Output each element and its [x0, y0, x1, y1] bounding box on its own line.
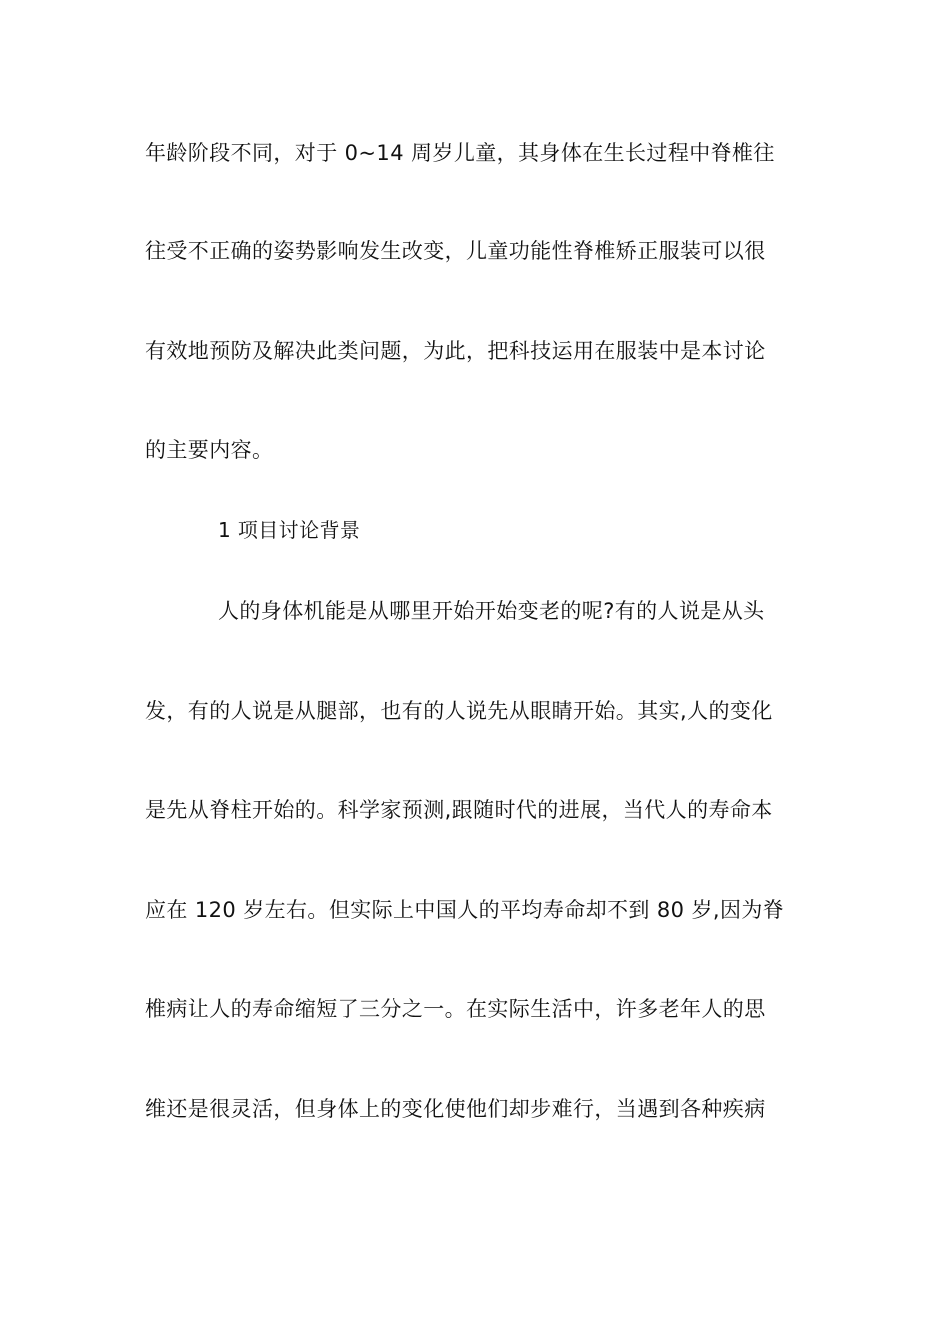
text-line: 是先从脊柱开始的。科学家预测,跟随时代的进展，当代人的寿命本: [145, 798, 773, 822]
section-heading: 1 项目讨论背景: [218, 518, 361, 542]
text-line: 椎病让人的寿命缩短了三分之一。在实际生活中，许多老年人的思: [145, 997, 766, 1021]
text-line: 应在 120 岁左右。但实际上中国人的平均寿命却不到 80 岁,因为脊: [145, 898, 785, 922]
text-line: 维还是很灵活，但身体上的变化使他们却步难行，当遇到各种疾病: [145, 1097, 766, 1121]
text-line: 年龄阶段不同，对于 0~14 周岁儿童，其身体在生长过程中脊椎往: [145, 141, 775, 165]
text-line: 有效地预防及解决此类问题，为此，把科技运用在服装中是本讨论: [145, 339, 766, 363]
text-line: 往受不正确的姿势影响发生改变，儿童功能性脊椎矫正服装可以很: [145, 239, 766, 263]
text-line: 的主要内容。: [145, 438, 274, 462]
text-line: 发，有的人说是从腿部，也有的人说先从眼睛开始。其实,人的变化: [145, 699, 773, 723]
text-line: 人的身体机能是从哪里开始开始变老的呢?有的人说是从头: [218, 599, 765, 623]
